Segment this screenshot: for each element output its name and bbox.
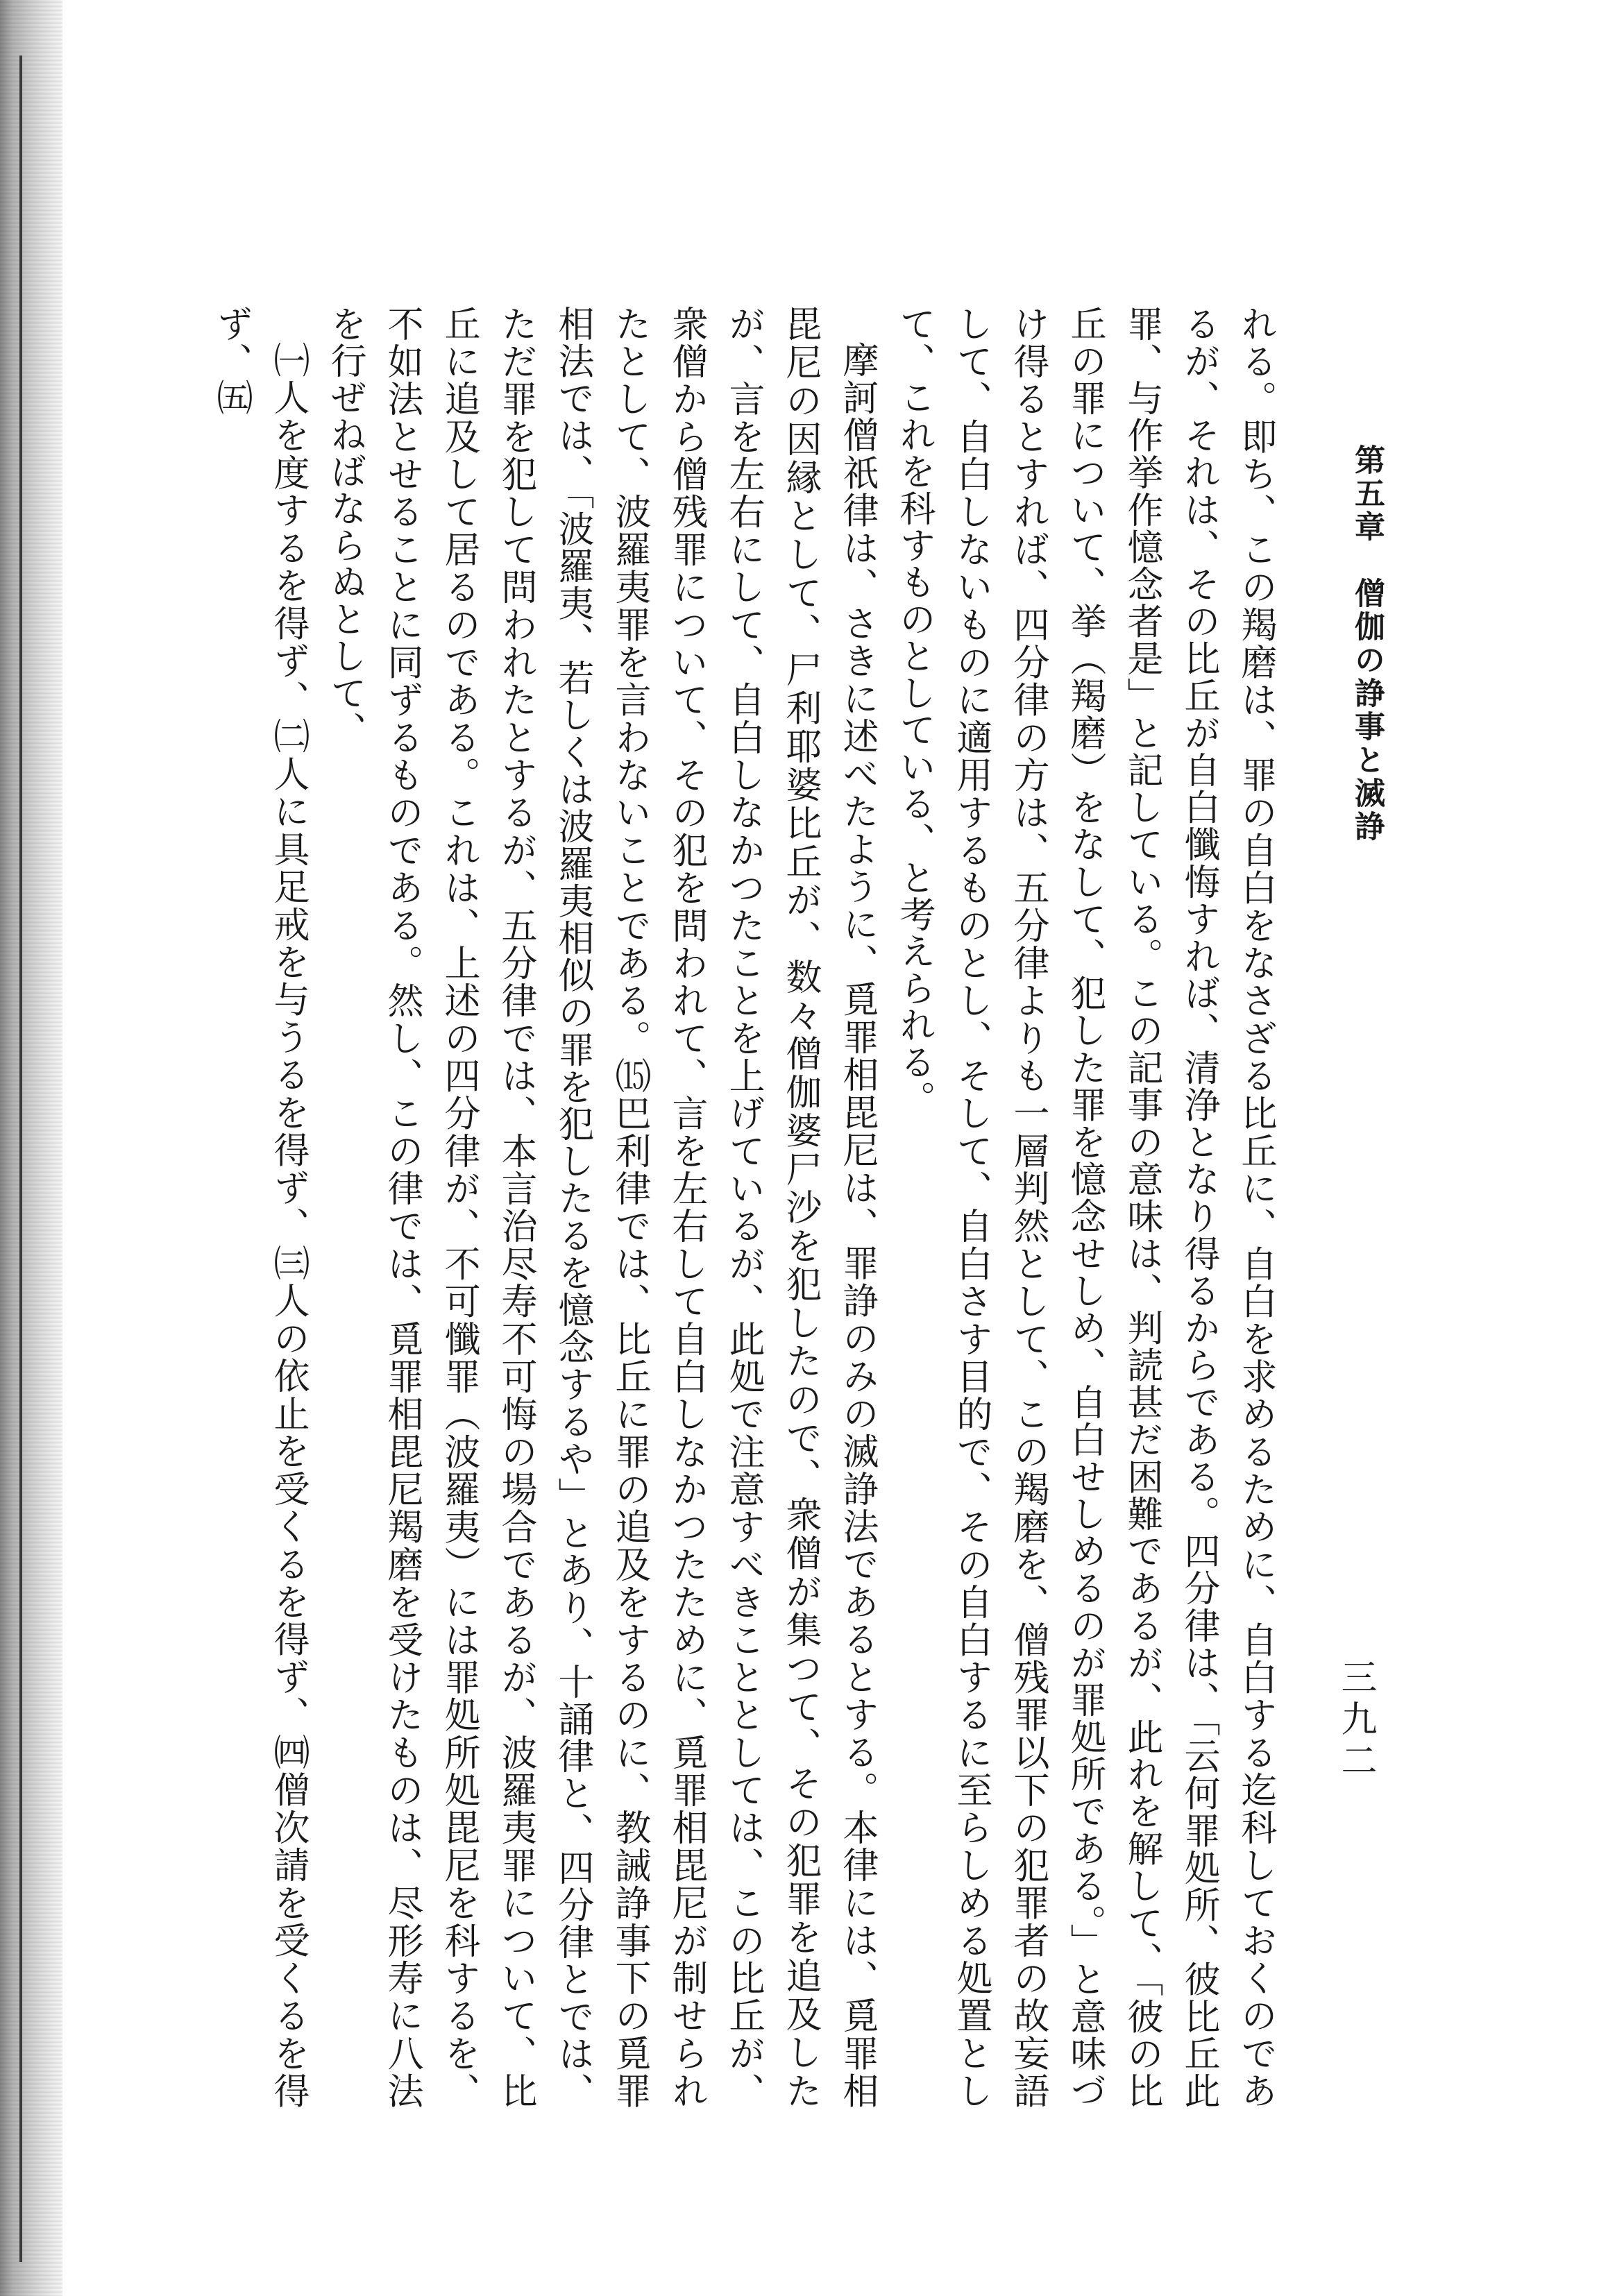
paragraph-1: れる。即ち、この羯磨は、罪の自白をなさざる比丘に、自白を求めるために、自白する迄科しておくのであるが、それは、その比丘が自白懺悔すれば、清浄となり得るからである。四分律は、「云何罪処所、彼比丘此罪、与作挙作憶念者是」と記している。この記事の意味は、判読甚だ困難であるが、此れを解して、「彼の比丘の罪について、挙（羯磨）をなして、犯した罪を憶念せしめ、自白せしめるのが罪処所である。」と意味づけ得るとすれば、四分律の方は、五分律よりも一層判然として、この羯磨を、僧残罪以下の犯罪者の故妄語して、自白しないものに適用するものとし、そして、自白さす目的で、その自白するに至らしめる処置として、これを科すものとしている、と考えられる。 — [893, 305, 1276, 2109]
page-number: 三九二 — [1335, 1658, 1376, 1783]
body-text — [210, 305, 1284, 2109]
chapter-title: 第五章 僧伽の諍事と滅諍 — [1349, 444, 1385, 844]
scan-binding-line — [19, 56, 22, 2262]
paragraph-3: ㈠人を度するを得ず、㈡人に具足戒を与うるを得ず、㈢人の依止を受くるを得ず、㈣僧次請を受くるを得ず、㈤ — [210, 305, 309, 2109]
scan-shadow-edge — [0, 0, 62, 2296]
paragraph-2: 摩訶僧祇律は、さきに述べたように、覓罪相毘尼は、罪諍のみの滅諍法であるとする。本律には、覓罪相毘尼の因縁として、尸利耶婆比丘が、数々僧伽婆尸沙を犯したので、衆僧が集つて、その犯罪を追及したが、言を左右にして、自白しなかつたことを上げているが、此処で注意すべきこととしては、この比丘が、衆僧から僧残罪について、その犯を問われて、言を左右して自白しなかつたために、覓罪相毘尼が制せられたとして、波羅夷罪を言わないことである。⒂巴利律では、比丘に罪の追及をするのに、教誡諍事下の覓罪相法では、「波羅夷、若しくは波羅夷相似の罪を犯したるを憶念するや」とあり、十誦律と、四分律とでは、ただ罪を犯して問われたとするが、五分律では、本言治尽寿不可悔の場合であるが、波羅夷罪について、比丘に追及して居るのである。これは、上述の四分律が、不可懺罪（波羅夷）には罪処所処毘尼を科するを、不如法とせることに同ずるものである。然し、この律では、覓罪相毘尼羯磨を受けたものは、尽形寿に八法を行ぜねばならぬとして、 — [324, 305, 878, 2109]
